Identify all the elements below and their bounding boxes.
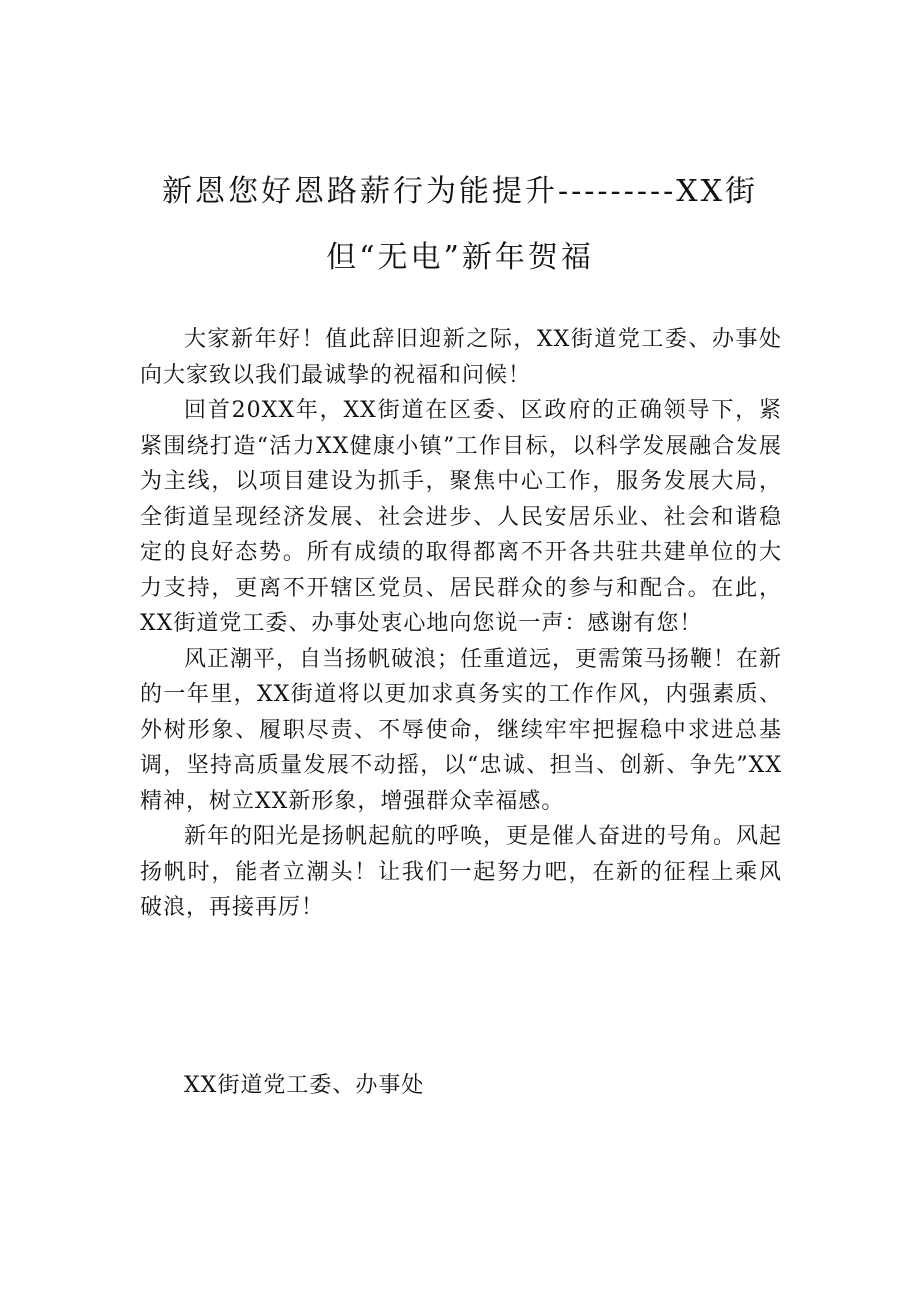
paragraph-outlook: 风正潮平，自当扬帆破浪；任重道远，更需策马扬鞭！在新的一年里，XX街道将以更加求真务实的工作作风，内强素质、外树形象、履职尽责、不辱使命，继续牢牢把握稳中求进总基调，坚持高质量发展不动摇，以“忠诚、担当、创新、争先”XX精神，树立XX新形象，增强群众幸福感。 xyxy=(140,646,783,814)
paragraph-closing: 新年的阳光是扬帆起航的呼唤，更是催人奋进的号角。风起扬帆时，能者立潮头！让我们一起努力吧，在新的征程上乘风破浪，再接再厉！ xyxy=(140,824,783,920)
document-body xyxy=(140,322,782,926)
paragraph-greeting: 大家新年好！值此辞旧迎新之际，XX街道党工委、办事处向大家致以我们最诚挚的祝福和问候！ xyxy=(140,327,782,388)
document-title-line-2: 但“无电”新年贺福 xyxy=(326,240,594,275)
document-title-line-1: 新恩您好恩路薪行为能提升---------XX街 xyxy=(162,174,758,209)
document-signature: XX街道党工委、办事处 xyxy=(184,1073,425,1098)
paragraph-review: 回首20XX年，XX街道在区委、区政府的正确领导下，紧紧围绕打造“活力XX健康小镇”工作目标，以科学发展融合发展为主线，以项目建设为抓手，聚焦中心工作，服务发展大局，全街道呈现经济发展、社会进步、人民安居乐业、社会和谐稳定的良好态势。所有成绩的取得都离不开各共驻共建单位的大力支持，更离不开辖区党员、居民群众的参与和配合。在此，XX街道党工委、办事处衷心地向您说一声：感谢有您！ xyxy=(140,398,782,636)
